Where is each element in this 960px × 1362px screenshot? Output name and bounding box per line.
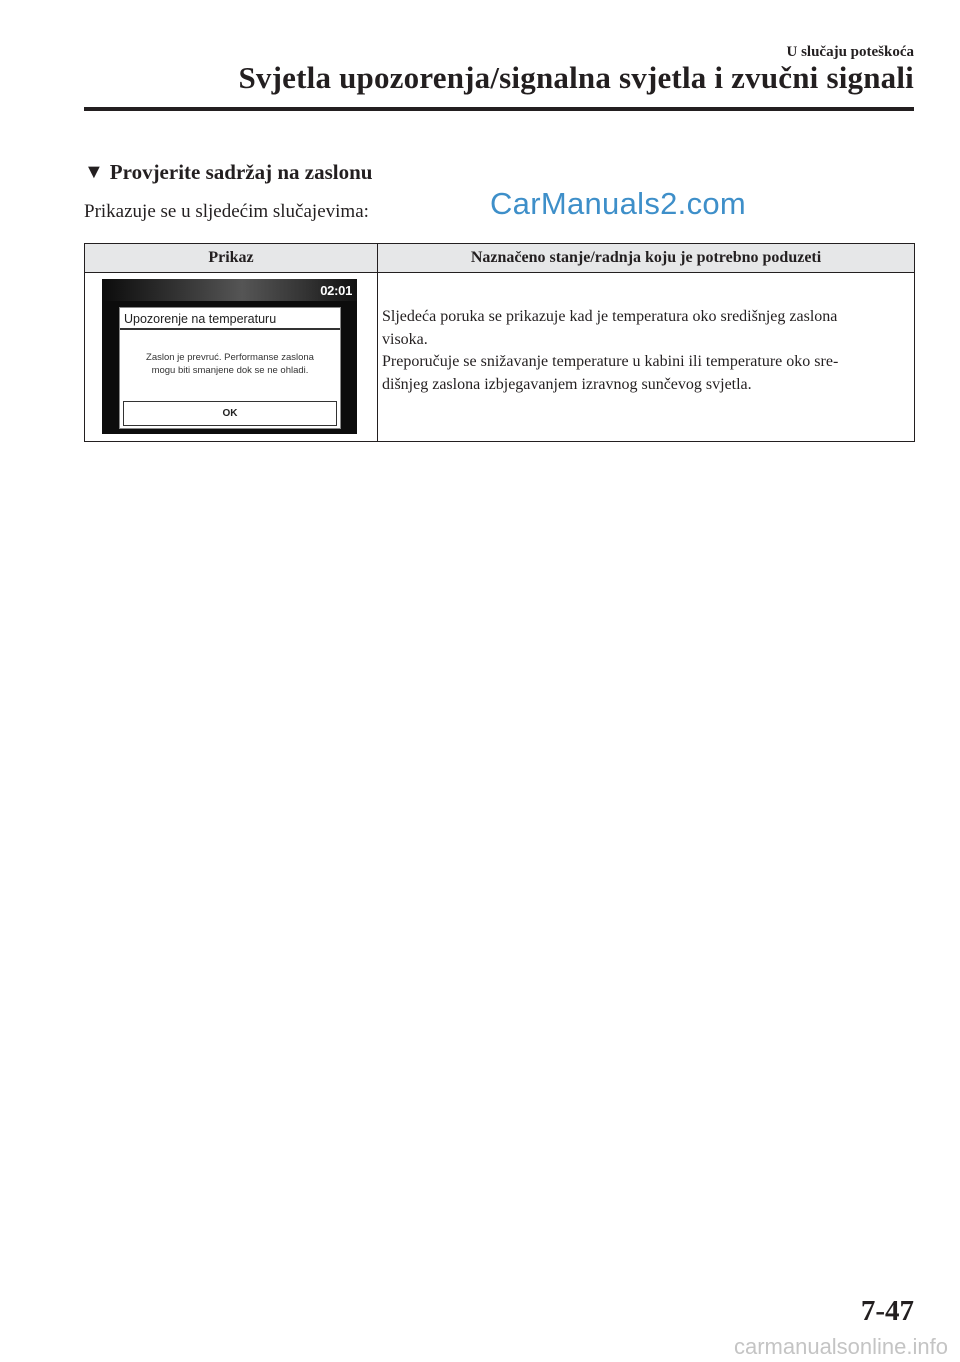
section-heading-text: Provjerite sadržaj na zaslonu: [109, 160, 373, 184]
running-header-title: Svjetla upozorenja/signalna svjetla i zvučni signali: [238, 60, 914, 95]
dialog-title-divider: [120, 328, 340, 330]
condition-text-line: dišnjeg zaslona izbjegavanjem izravnog sunčevog svjetla.: [382, 375, 752, 393]
triangle-down-icon: ▼: [84, 161, 104, 183]
display-condition-table: [84, 243, 915, 442]
center-display-screenshot: [102, 279, 357, 434]
screen-status-bar: [102, 279, 357, 301]
dialog-message: [126, 351, 334, 377]
ok-button[interactable]: OK: [123, 401, 337, 426]
dialog-message-line: Zaslon je prevruć. Performanse zaslona: [146, 352, 314, 363]
display-cell: [85, 273, 378, 442]
temperature-warning-dialog: [119, 307, 341, 429]
section-heading: [84, 160, 372, 185]
column-header-condition: Naznačeno stanje/radnja koju je potrebno poduzeti: [378, 244, 915, 273]
running-header-section: U slučaju poteškoća: [786, 44, 914, 60]
condition-cell: [378, 273, 915, 442]
column-header-display: Prikaz: [85, 244, 378, 273]
table-header-row: [85, 244, 915, 273]
watermark-carmanuals2: CarManuals2.com: [490, 186, 747, 221]
dialog-title: Upozorenje na temperaturu: [124, 312, 277, 326]
page-number: 7-47: [860, 1295, 914, 1327]
table-row: [85, 273, 915, 442]
dialog-message-line: mogu biti smanjene dok se ne ohladi.: [151, 365, 309, 376]
intro-text: Prikazuje se u sljedećim slučajevima:: [84, 201, 369, 222]
header-divider: [84, 107, 914, 111]
condition-text-line: visoka.: [382, 330, 428, 348]
watermark-carmanualsonline: carmanualsonline.info: [733, 1334, 948, 1359]
screen-clock: 02:01: [320, 283, 352, 298]
condition-text-line: Preporučuje se snižavanje temperature u kabini ili temperature oko sre-: [382, 353, 839, 370]
condition-text-line: Sljedeća poruka se prikazuje kad je temperatura oko središnjeg zaslona: [382, 308, 838, 325]
